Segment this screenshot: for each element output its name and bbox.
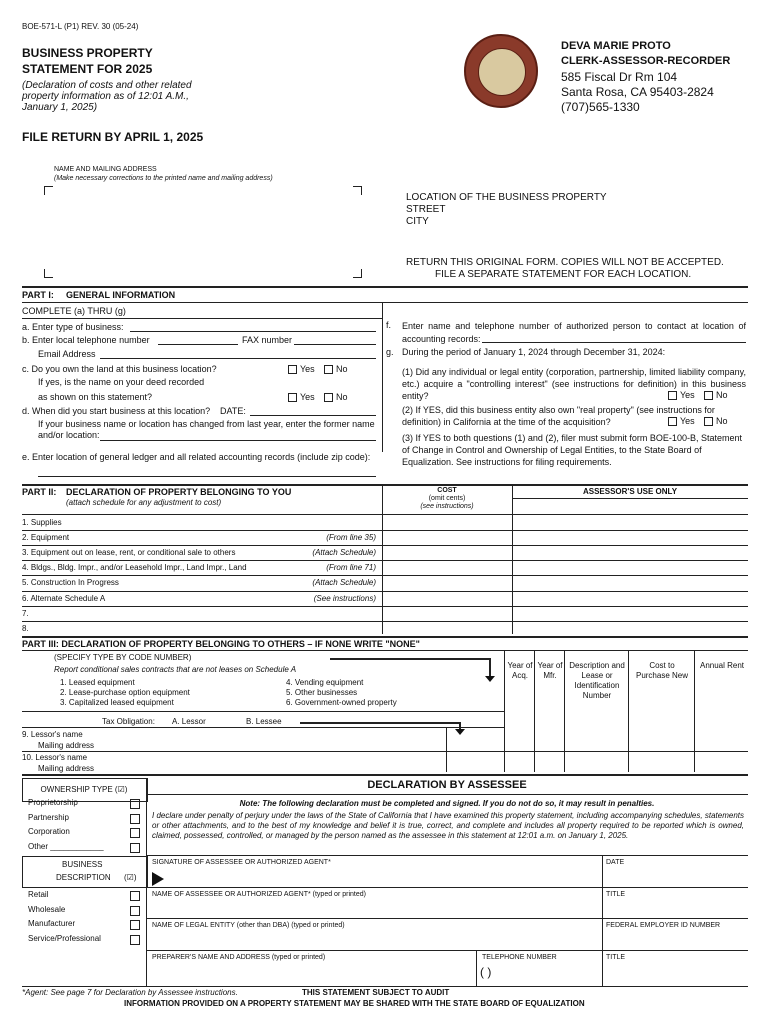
g2-yes[interactable]: Yes	[668, 416, 695, 426]
preparer-label: PREPARER'S NAME AND ADDRESS (typed or printed)	[152, 954, 326, 961]
agent-name-field[interactable]	[152, 900, 598, 917]
part2-row-label: 4. Bldgs., Bldg. Impr., and/or Leasehold Impr., Land Impr., Land	[22, 563, 247, 573]
ownership-list-checkbox[interactable]	[130, 843, 140, 853]
part1-g-label: During the period of January 1, 2024 through December 31, 2024:	[402, 347, 666, 357]
bizdesc-list-checkbox[interactable]	[130, 906, 140, 916]
telephone-label: TELEPHONE NUMBER	[482, 954, 557, 961]
part1-a-label: a. Enter type of business:	[22, 322, 124, 332]
business-desc-heading2: DESCRIPTION	[56, 873, 111, 882]
part1-heading: GENERAL INFORMATION	[66, 290, 176, 300]
mailing-address-area[interactable]	[44, 186, 362, 278]
col-annual-rent: Annual Rent	[699, 661, 745, 670]
part1-d-label: d. When did you start business at this location?	[22, 406, 211, 416]
part1-e-label: e. Enter location of general ledger and all related accounting records (include zip code):	[22, 452, 371, 462]
telephone-field[interactable]: ( )	[480, 965, 492, 979]
bizdesc-list-checkbox[interactable]	[130, 920, 140, 930]
part2-row-label: 1. Supplies	[22, 518, 62, 527]
part1-g2-label: (2) If YES, did this business entity also own "real property" (see instructions for definition) in California at the time of the acquisition?	[402, 405, 715, 427]
contact-person-field[interactable]	[482, 342, 746, 343]
business-desc-heading1: BUSINESS	[62, 860, 103, 869]
assessor-phone: (707)565-1330	[561, 100, 640, 114]
part2-cost-field[interactable]	[384, 592, 510, 605]
part1-number: PART I:	[22, 290, 54, 300]
part2-cost-field[interactable]	[384, 561, 510, 574]
tax-obligation-label: Tax Obligation:	[102, 717, 155, 726]
col-description: Description and Lease or Identification Number	[569, 661, 625, 700]
part2-cost-field[interactable]	[384, 576, 510, 589]
part3-report: Report conditional sales contracts that are not leases on Schedule A	[54, 665, 297, 674]
email-field[interactable]	[100, 358, 376, 359]
signature-arrow-icon	[152, 872, 164, 886]
part2-subheading: (attach schedule for any adjustment to cost)	[66, 498, 222, 507]
date-field[interactable]	[606, 868, 746, 886]
form-title-line1: BUSINESS PROPERTY	[22, 46, 153, 60]
part3-heading: PART III: DECLARATION OF PROPERTY BELONGING TO OTHERS – IF NONE WRITE "NONE"	[22, 639, 420, 649]
part2-row-ref: (Attach Schedule)	[312, 578, 376, 588]
file-return-deadline: FILE RETURN BY APRIL 1, 2025	[22, 130, 204, 144]
fein-field[interactable]	[606, 931, 746, 948]
assessor-address1: 585 Fiscal Dr Rm 104	[561, 70, 678, 84]
part2-cost-field[interactable]	[384, 607, 510, 620]
return-notice-2: FILE A SEPARATE STATEMENT FOR EACH LOCATION.	[435, 269, 692, 280]
code-1: 1. Leased equipment	[60, 678, 135, 687]
mailing-label: NAME AND MAILING ADDRESS	[54, 166, 157, 173]
row10-lessor-name: 10. Lessor's name	[22, 753, 88, 762]
declaration-text: I declare under penalty of perjury under the laws of the State of California that I have examined this property statement, including accompanying schedules, statements or other attachments, and to the best of my knowledge and belief it is true, correct, and complete and includes all property required to be reported which is owned, claimed, possessed, controlled, or managed by the person named as the assessee in this statement at 12:01 a.m. on January 1, 2025.	[152, 811, 744, 840]
arrow-down-icon-2	[455, 729, 465, 735]
ownership-list-checkbox[interactable]	[130, 828, 140, 838]
part2-cost-field[interactable]	[384, 622, 510, 635]
ownership-list-label: Other ____________	[28, 841, 104, 851]
return-notice-1: RETURN THIS ORIGINAL FORM. COPIES WILL NOT BE ACCEPTED.	[406, 257, 724, 268]
business-type-field[interactable]	[130, 331, 376, 332]
declaration-heading: DECLARATION BY ASSESSEE	[367, 779, 527, 791]
col-cost-new: Cost to Purchase New	[635, 661, 689, 680]
bizdesc-list-label: Manufacturer	[28, 919, 76, 928]
part2-row-label: 2. Equipment	[22, 533, 70, 543]
part1-c3-label: as shown on this statement?	[38, 392, 153, 402]
title2-field[interactable]	[606, 963, 746, 983]
part1-c-label: c. Do you own the land at this business location?	[22, 364, 217, 374]
fax-label: FAX number	[242, 335, 293, 345]
row9-mailing: Mailing address	[38, 741, 95, 750]
start-date-field[interactable]	[250, 415, 376, 416]
assessor-address2: Santa Rosa, CA 95403-2824	[561, 85, 714, 99]
ownership-list-label: Proprietorship	[28, 798, 78, 807]
preparer-field[interactable]	[152, 963, 472, 983]
bizdesc-list-label: Retail	[28, 890, 49, 899]
title-label: TITLE	[606, 891, 626, 898]
footer-agent-note: *Agent: See page 7 for Declaration by Assessee instructions.	[22, 988, 238, 997]
deed-no[interactable]: No	[324, 392, 348, 402]
part2-row-label: 8.	[22, 623, 29, 633]
code-6: 6. Government-owned property	[286, 698, 397, 707]
business-desc-mark: (☑)	[124, 873, 137, 882]
part2-row-label: 3. Equipment out on lease, rent, or conditional sale to others	[22, 548, 236, 558]
cost-omit-cents: (omit cents)	[428, 495, 466, 502]
part3-specify: (SPECIFY TYPE BY CODE NUMBER)	[54, 653, 192, 662]
part2-heading: DECLARATION OF PROPERTY BELONGING TO YOU	[66, 487, 292, 497]
part1-complete: COMPLETE (a) THRU (g)	[22, 306, 126, 316]
part1-g3-label: (3) If YES to both questions (1) and (2), filer must submit form BOE-100-B, Statement of Change in Control and Ownership of Legal Entities, to the State Board of Equalization. See instructions for filing requirements.	[402, 433, 742, 467]
start-date-label: DATE:	[220, 406, 246, 416]
part2-number: PART II:	[22, 487, 57, 497]
email-label: Email Address	[38, 349, 96, 359]
col-year-mfr: Year of Mfr.	[537, 661, 563, 680]
bizdesc-list-checkbox[interactable]	[130, 891, 140, 901]
form-code: BOE-571-L (P1) REV. 30 (05-24)	[22, 22, 139, 31]
location-street: STREET	[406, 204, 446, 215]
part1-c2-label: If yes, is the name on your deed recorded	[38, 377, 205, 387]
own-land-no[interactable]: No	[324, 364, 348, 374]
code-2: 2. Lease-purchase option equipment	[60, 688, 190, 697]
former-name-field[interactable]	[100, 440, 376, 441]
bizdesc-list-checkbox[interactable]	[130, 935, 140, 945]
ownership-list-label: Corporation	[28, 827, 70, 836]
row10-mailing: Mailing address	[38, 764, 95, 773]
tax-lessee-option[interactable]: B. Lessee	[246, 717, 282, 726]
location-label: LOCATION OF THE BUSINESS PROPERTY	[406, 192, 607, 203]
cost-see-instructions: (see instructions)	[420, 503, 474, 510]
part2-row-ref: (From line 35)	[326, 533, 376, 543]
g2-no[interactable]: No	[704, 416, 728, 426]
location-city: CITY	[406, 216, 429, 227]
g1-no[interactable]: No	[704, 390, 728, 400]
phone-field[interactable]	[158, 344, 238, 345]
part2-row-label: 7.	[22, 608, 29, 618]
col-year-acq: Year of Acq.	[507, 661, 533, 680]
g1-yes[interactable]: Yes	[668, 390, 695, 400]
county-seal-icon	[464, 34, 538, 108]
date-label: DATE	[606, 859, 625, 866]
footer-shared: INFORMATION PROVIDED ON A PROPERTY STATEMENT MAY BE SHARED WITH THE STATE BOARD OF EQUALIZATION	[124, 999, 585, 1008]
code-5: 5. Other businesses	[286, 688, 358, 697]
own-land-yes[interactable]: Yes	[288, 364, 315, 374]
fax-field[interactable]	[294, 344, 376, 345]
arrow-down-icon	[485, 676, 495, 682]
declaration-note: Note: The following declaration must be completed and signed. If you do not do so, it may result in penalties.	[239, 799, 655, 808]
fein-label: FEDERAL EMPLOYER ID NUMBER	[606, 922, 721, 929]
part1-d2-label: If your business name or location has changed from last year, enter the former name and/or location:	[38, 419, 375, 440]
form-subtitle: (Declaration of costs and other related property information as of 12:01 A.M., January 1, 2025)	[22, 80, 192, 113]
legal-entity-label: NAME OF LEGAL ENTITY (other than DBA) (typed or printed)	[152, 922, 345, 929]
code-4: 4. Vending equipment	[286, 678, 364, 687]
agent-name-label: NAME OF ASSESSEE OR AUTHORIZED AGENT* (typed or printed)	[152, 891, 366, 898]
deed-yes[interactable]: Yes	[288, 392, 315, 402]
part1-g1-label: (1) Did any individual or legal entity (corporation, partnership, limited liability company, etc.) acquire a "controlling interest" (see instructions for definition) in this business entity?	[402, 367, 746, 401]
ownership-list-label: Partnership	[28, 812, 69, 822]
part2-cost-field[interactable]	[384, 546, 510, 559]
part2-row-label: 5. Construction In Progress	[22, 578, 119, 588]
ownership-heading: OWNERSHIP TYPE (☑)	[40, 785, 128, 794]
ledger-location-field[interactable]	[38, 476, 376, 477]
legal-entity-field[interactable]	[152, 931, 598, 948]
ownership-list-checkbox[interactable]	[130, 799, 140, 809]
assessor-office: CLERK-ASSESSOR-RECORDER	[561, 55, 731, 67]
mailing-note: (Make necessary corrections to the printed name and mailing address)	[54, 175, 273, 182]
part1-f-letter: f.	[386, 320, 392, 330]
code-3: 3. Capitalized leased equipment	[60, 698, 174, 707]
part1-g-letter: g.	[386, 347, 394, 357]
footer-audit: THIS STATEMENT SUBJECT TO AUDIT	[302, 988, 450, 997]
part2-cost-field[interactable]	[384, 516, 510, 529]
title-field[interactable]	[606, 900, 746, 917]
bizdesc-list-label: Service/Professional	[28, 933, 101, 943]
bizdesc-list-label: Wholesale	[28, 904, 66, 914]
tax-lessor-option[interactable]: A. Lessor	[172, 717, 206, 726]
form-title-line2: STATEMENT FOR 2025	[22, 62, 153, 76]
cost-header: COST	[437, 487, 457, 494]
title2-label: TITLE	[606, 954, 626, 961]
part2-row-ref: (See instructions)	[313, 593, 376, 603]
assessor-name: DEVA MARIE PROTO	[561, 40, 671, 52]
assessor-use-header: ASSESSOR'S USE ONLY	[582, 487, 678, 496]
ownership-list-checkbox[interactable]	[130, 814, 140, 824]
part2-cost-field[interactable]	[384, 531, 510, 544]
signature-label: SIGNATURE OF ASSESSEE OR AUTHORIZED AGENT*	[152, 859, 331, 866]
part1-b-label: b. Enter local telephone number	[22, 335, 150, 345]
part2-row-ref: (Attach Schedule)	[312, 548, 376, 558]
part2-row-ref: (From line 71)	[326, 563, 376, 573]
part2-row-label: 6. Alternate Schedule A	[22, 593, 106, 603]
row9-lessor-name: 9. Lessor's name	[22, 730, 83, 739]
signature-field[interactable]	[168, 868, 598, 886]
part1-f-label: Enter name and telephone number of authorized person to contact at location of accounting records:	[402, 321, 746, 344]
